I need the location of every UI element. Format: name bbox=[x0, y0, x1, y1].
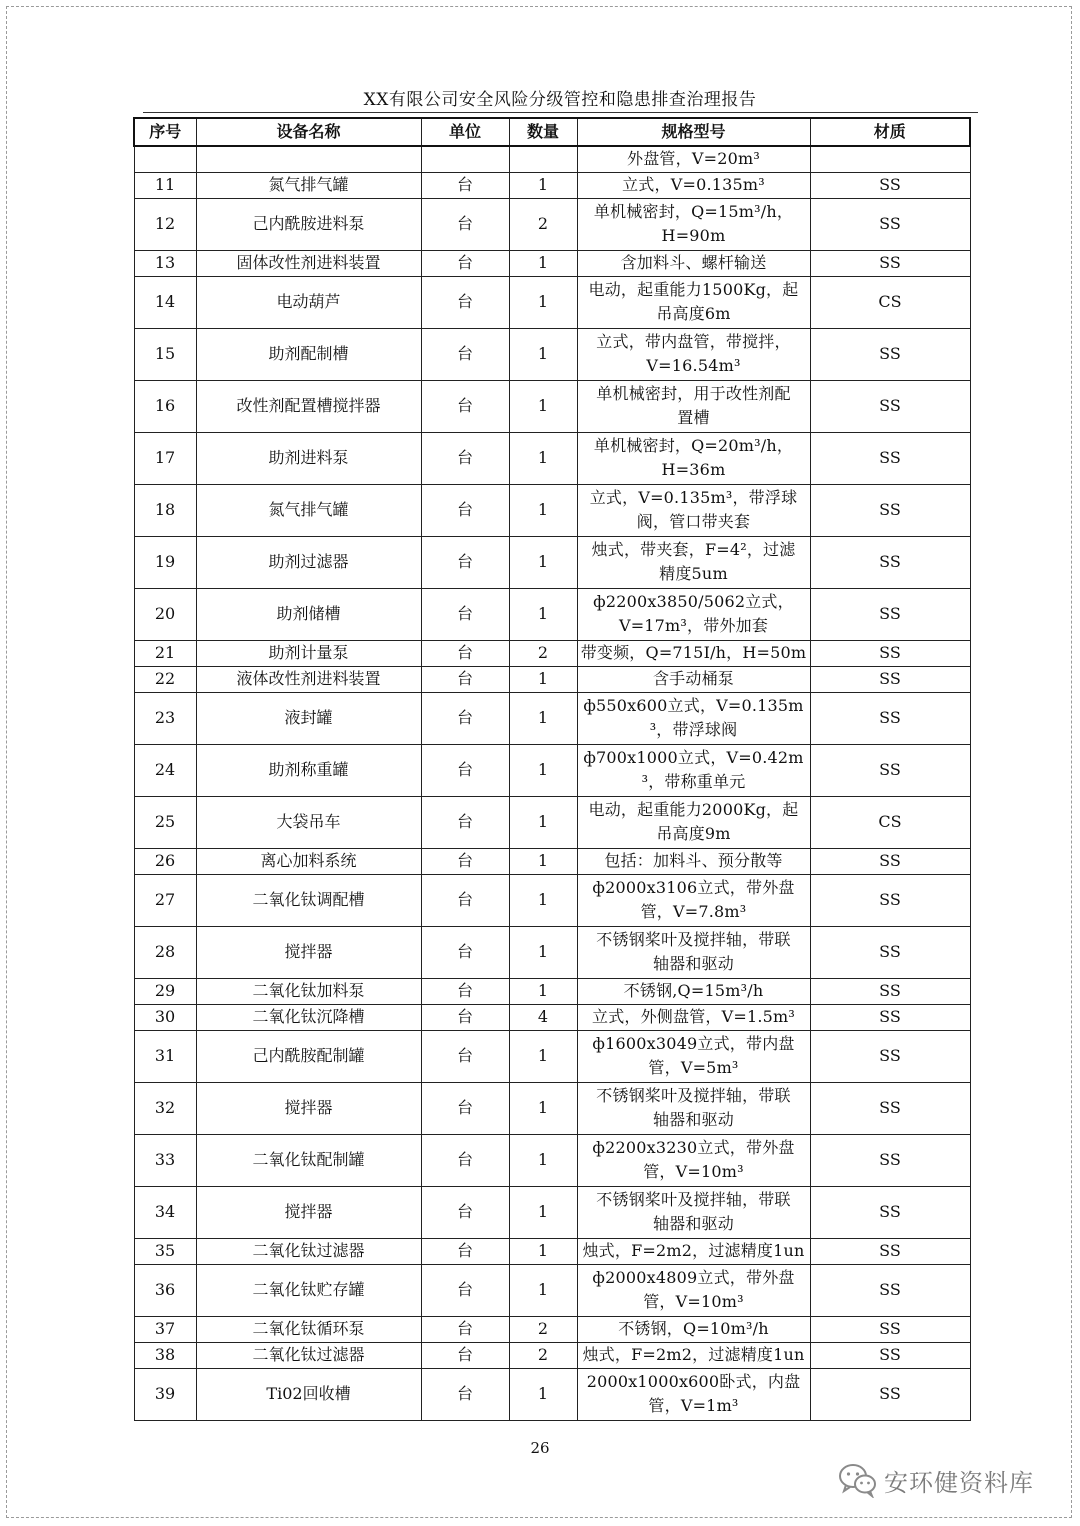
cell-no: 16 bbox=[134, 380, 196, 432]
cell-material: SS bbox=[810, 328, 970, 380]
cell-name: 二氧化钛调配槽 bbox=[196, 874, 421, 926]
table-row bbox=[134, 1186, 970, 1238]
cell-qty: 1 bbox=[509, 848, 577, 874]
cell-name: 离心加料系统 bbox=[196, 848, 421, 874]
col-header-spec: 规格型号 bbox=[577, 118, 810, 146]
spec-line: 置槽 bbox=[677, 408, 710, 427]
cell-no: 19 bbox=[134, 536, 196, 588]
cell-spec bbox=[577, 588, 810, 640]
cell-name: Ti02回收槽 bbox=[196, 1368, 421, 1420]
col-header-unit: 单位 bbox=[421, 118, 509, 146]
cell-material: SS bbox=[810, 1186, 970, 1238]
cell-material: SS bbox=[810, 874, 970, 926]
cell-spec bbox=[577, 1316, 810, 1342]
cell-no: 28 bbox=[134, 926, 196, 978]
spec-line: ф2000x3106立式，带外盘 bbox=[592, 878, 795, 897]
cell-qty: 1 bbox=[509, 1264, 577, 1316]
cell-material: SS bbox=[810, 848, 970, 874]
cell-qty: 1 bbox=[509, 536, 577, 588]
cell-spec bbox=[577, 1368, 810, 1420]
cell-spec bbox=[577, 978, 810, 1004]
spec-line: 不锈钢桨叶及搅拌轴，带联 bbox=[596, 930, 791, 949]
cell-name: 助剂过滤器 bbox=[196, 536, 421, 588]
report-title: XX有限公司安全风险分级管控和隐患排查治理报告 bbox=[363, 90, 757, 110]
cell-qty: 1 bbox=[509, 1368, 577, 1420]
table-row bbox=[134, 692, 970, 744]
cell-qty: 1 bbox=[509, 380, 577, 432]
cell-name: 大袋吊车 bbox=[196, 796, 421, 848]
cell-material: SS bbox=[810, 1004, 970, 1030]
spec-line: ф1600x3049立式，带内盘 bbox=[592, 1034, 795, 1053]
spec-line: 轴器和驱动 bbox=[652, 1214, 734, 1233]
cell-material: SS bbox=[810, 1316, 970, 1342]
cell-unit: 台 bbox=[421, 380, 509, 432]
cell-unit: 台 bbox=[421, 1082, 509, 1134]
cell-qty: 1 bbox=[509, 1134, 577, 1186]
table-row bbox=[134, 926, 970, 978]
cell-spec bbox=[577, 1030, 810, 1082]
table-row bbox=[134, 276, 970, 328]
cell-material: SS bbox=[810, 640, 970, 666]
spec-line: ф2200x3850/5062立式， bbox=[593, 592, 794, 611]
spec-line: 不锈钢,Q=15m³/h bbox=[623, 981, 764, 1000]
cell-no: 36 bbox=[134, 1264, 196, 1316]
spec-line: ф700x1000立式，V=0.42m bbox=[583, 748, 804, 767]
cell-material: SS bbox=[810, 1342, 970, 1368]
table-row bbox=[134, 848, 970, 874]
cell-name: 搅拌器 bbox=[196, 1082, 421, 1134]
cell-spec bbox=[577, 198, 810, 250]
cell-unit: 台 bbox=[421, 640, 509, 666]
table-row bbox=[134, 588, 970, 640]
cell-no: 34 bbox=[134, 1186, 196, 1238]
cell-no: 25 bbox=[134, 796, 196, 848]
cell-no: 26 bbox=[134, 848, 196, 874]
cell-spec bbox=[577, 926, 810, 978]
cell-qty: 1 bbox=[509, 1030, 577, 1082]
table-body bbox=[134, 146, 970, 1420]
cell-unit: 台 bbox=[421, 1238, 509, 1264]
table-row bbox=[134, 328, 970, 380]
table-row bbox=[134, 146, 970, 172]
cell-qty: 1 bbox=[509, 484, 577, 536]
cell-name: 液体改性剂进料装置 bbox=[196, 666, 421, 692]
cell-material: SS bbox=[810, 1134, 970, 1186]
cell-unit: 台 bbox=[421, 172, 509, 198]
cell-no: 21 bbox=[134, 640, 196, 666]
cell-spec bbox=[577, 484, 810, 536]
table-row bbox=[134, 978, 970, 1004]
cell-no: 17 bbox=[134, 432, 196, 484]
cell-qty: 1 bbox=[509, 666, 577, 692]
table-row bbox=[134, 536, 970, 588]
cell-name: 助剂储槽 bbox=[196, 588, 421, 640]
table-row bbox=[134, 172, 970, 198]
spec-line: 烛式，F=2m2，过滤精度1un bbox=[582, 1241, 805, 1260]
spec-line: ³，带称重单元 bbox=[641, 772, 746, 791]
cell-spec bbox=[577, 1186, 810, 1238]
cell-qty: 1 bbox=[509, 926, 577, 978]
col-header-material: 材质 bbox=[810, 118, 970, 146]
cell-name: 氮气排气罐 bbox=[196, 484, 421, 536]
cell-name: 二氧化钛过滤器 bbox=[196, 1238, 421, 1264]
cell-qty: 2 bbox=[509, 640, 577, 666]
cell-spec bbox=[577, 848, 810, 874]
cell-qty: 1 bbox=[509, 1082, 577, 1134]
cell-unit: 台 bbox=[421, 1134, 509, 1186]
spec-line: 含手动桶泵 bbox=[652, 669, 734, 688]
cell-qty: 1 bbox=[509, 796, 577, 848]
spec-line: 管，V=7.8m³ bbox=[640, 902, 747, 921]
spec-line: 吊高度9m bbox=[656, 824, 731, 843]
cell-name: 电动葫芦 bbox=[196, 276, 421, 328]
cell-material: SS bbox=[810, 432, 970, 484]
cell-spec bbox=[577, 1264, 810, 1316]
cell-material: SS bbox=[810, 666, 970, 692]
spec-line: H=90m bbox=[661, 226, 726, 245]
table-row bbox=[134, 484, 970, 536]
page-number: 26 bbox=[530, 1439, 550, 1457]
spec-line: 管，V=10m³ bbox=[643, 1162, 744, 1181]
table-row bbox=[134, 1004, 970, 1030]
cell-qty: 2 bbox=[509, 1342, 577, 1368]
cell-spec bbox=[577, 1134, 810, 1186]
col-header-name: 设备名称 bbox=[196, 118, 421, 146]
table-row bbox=[134, 1030, 970, 1082]
cell-name: 固体改性剂进料装置 bbox=[196, 250, 421, 276]
wechat-icon bbox=[838, 1462, 878, 1498]
cell-name: 己内酰胺进料泵 bbox=[196, 198, 421, 250]
cell-unit: 台 bbox=[421, 198, 509, 250]
cell-material: SS bbox=[810, 1238, 970, 1264]
spec-line: H=36m bbox=[661, 460, 726, 479]
spec-line: 不锈钢，Q=10m³/h bbox=[618, 1319, 769, 1338]
table-row bbox=[134, 1342, 970, 1368]
cell-spec bbox=[577, 250, 810, 276]
cell-unit: 台 bbox=[421, 1316, 509, 1342]
cell-no: 33 bbox=[134, 1134, 196, 1186]
cell-qty: 1 bbox=[509, 692, 577, 744]
spec-line: ³，带浮球阀 bbox=[649, 720, 738, 739]
cell-unit bbox=[421, 146, 509, 172]
col-header-qty: 数量 bbox=[509, 118, 577, 146]
cell-material: SS bbox=[810, 250, 970, 276]
cell-qty: 1 bbox=[509, 1186, 577, 1238]
cell-no: 11 bbox=[134, 172, 196, 198]
cell-no: 27 bbox=[134, 874, 196, 926]
cell-qty: 1 bbox=[509, 328, 577, 380]
cell-unit: 台 bbox=[421, 536, 509, 588]
cell-unit: 台 bbox=[421, 796, 509, 848]
cell-name: 二氧化钛沉降槽 bbox=[196, 1004, 421, 1030]
cell-spec bbox=[577, 874, 810, 926]
cell-name: 助剂计量泵 bbox=[196, 640, 421, 666]
cell-no: 38 bbox=[134, 1342, 196, 1368]
table-row bbox=[134, 666, 970, 692]
cell-material: SS bbox=[810, 1368, 970, 1420]
cell-material: SS bbox=[810, 1030, 970, 1082]
table-row bbox=[134, 744, 970, 796]
table-row bbox=[134, 380, 970, 432]
cell-material: SS bbox=[810, 744, 970, 796]
cell-spec bbox=[577, 146, 810, 172]
cell-spec bbox=[577, 172, 810, 198]
cell-material: SS bbox=[810, 380, 970, 432]
header-rule bbox=[143, 112, 978, 113]
cell-name: 二氧化钛配制罐 bbox=[196, 1134, 421, 1186]
cell-no: 15 bbox=[134, 328, 196, 380]
spec-line: 带变频，Q=715I/h，H=50m bbox=[580, 643, 807, 662]
cell-spec bbox=[577, 1238, 810, 1264]
cell-no: 29 bbox=[134, 978, 196, 1004]
cell-no: 14 bbox=[134, 276, 196, 328]
cell-unit: 台 bbox=[421, 926, 509, 978]
spec-line: 单机械密封，Q=15m³/h， bbox=[593, 202, 794, 221]
cell-spec bbox=[577, 1342, 810, 1368]
cell-material: SS bbox=[810, 926, 970, 978]
cell-no: 39 bbox=[134, 1368, 196, 1420]
cell-name: 搅拌器 bbox=[196, 1186, 421, 1238]
cell-qty: 1 bbox=[509, 978, 577, 1004]
cell-spec bbox=[577, 432, 810, 484]
cell-unit: 台 bbox=[421, 588, 509, 640]
table-row bbox=[134, 1368, 970, 1420]
cell-spec bbox=[577, 1082, 810, 1134]
spec-line: 2000x1000x600卧式，内盘 bbox=[586, 1372, 801, 1391]
cell-qty: 2 bbox=[509, 1316, 577, 1342]
spec-line: 轴器和驱动 bbox=[652, 954, 734, 973]
cell-no: 18 bbox=[134, 484, 196, 536]
watermark bbox=[838, 1460, 1058, 1500]
cell-material: CS bbox=[810, 796, 970, 848]
cell-no: 22 bbox=[134, 666, 196, 692]
cell-material: SS bbox=[810, 588, 970, 640]
spec-line: 吊高度6m bbox=[656, 304, 731, 323]
table-row bbox=[134, 250, 970, 276]
spec-line: 立式，外侧盘管，V=1.5m³ bbox=[592, 1007, 795, 1026]
spec-line: 管，V=5m³ bbox=[648, 1058, 739, 1077]
cell-unit: 台 bbox=[421, 1342, 509, 1368]
table-row bbox=[134, 1238, 970, 1264]
table-row bbox=[134, 796, 970, 848]
cell-unit: 台 bbox=[421, 692, 509, 744]
cell-no: 23 bbox=[134, 692, 196, 744]
cell-unit: 台 bbox=[421, 432, 509, 484]
cell-spec bbox=[577, 276, 810, 328]
cell-name: 助剂称重罐 bbox=[196, 744, 421, 796]
cell-qty: 4 bbox=[509, 1004, 577, 1030]
cell-spec bbox=[577, 692, 810, 744]
cell-no: 12 bbox=[134, 198, 196, 250]
table-header-row bbox=[134, 118, 970, 146]
cell-name: 二氧化钛循环泵 bbox=[196, 1316, 421, 1342]
cell-qty: 1 bbox=[509, 744, 577, 796]
cell-no bbox=[134, 146, 196, 172]
table-row bbox=[134, 432, 970, 484]
spec-line: 管，V=1m³ bbox=[648, 1396, 739, 1415]
spec-line: 含加料斗、螺杆输送 bbox=[620, 253, 767, 272]
spec-line: 轴器和驱动 bbox=[652, 1110, 734, 1129]
cell-unit: 台 bbox=[421, 978, 509, 1004]
cell-unit: 台 bbox=[421, 250, 509, 276]
cell-qty: 1 bbox=[509, 172, 577, 198]
cell-spec bbox=[577, 744, 810, 796]
cell-unit: 台 bbox=[421, 484, 509, 536]
table-row bbox=[134, 198, 970, 250]
cell-material: SS bbox=[810, 692, 970, 744]
cell-name: 助剂进料泵 bbox=[196, 432, 421, 484]
cell-qty: 2 bbox=[509, 198, 577, 250]
spec-line: V=16.54m³ bbox=[646, 356, 741, 375]
cell-qty: 1 bbox=[509, 432, 577, 484]
cell-unit: 台 bbox=[421, 1368, 509, 1420]
cell-unit: 台 bbox=[421, 1186, 509, 1238]
cell-no: 35 bbox=[134, 1238, 196, 1264]
spec-line: 单机械密封，Q=20m³/h， bbox=[593, 436, 794, 455]
spec-line: 精度5um bbox=[659, 564, 728, 583]
table-row bbox=[134, 1316, 970, 1342]
cell-material: SS bbox=[810, 198, 970, 250]
cell-unit: 台 bbox=[421, 874, 509, 926]
cell-qty: 1 bbox=[509, 588, 577, 640]
cell-spec bbox=[577, 1004, 810, 1030]
cell-name: 改性剂配置槽搅拌器 bbox=[196, 380, 421, 432]
watermark-text: 安环健资料库 bbox=[884, 1468, 1034, 1497]
cell-spec bbox=[577, 380, 810, 432]
cell-name bbox=[196, 146, 421, 172]
col-header-no: 序号 bbox=[134, 118, 196, 146]
cell-material bbox=[810, 146, 970, 172]
spec-line: 立式，带内盘管，带搅拌， bbox=[596, 332, 791, 351]
cell-qty bbox=[509, 146, 577, 172]
spec-line: ф2200x3230立式，带外盘 bbox=[592, 1138, 795, 1157]
spec-line: 烛式，F=2m2，过滤精度1un bbox=[582, 1345, 805, 1364]
cell-spec bbox=[577, 796, 810, 848]
spec-line: 阀，管口带夹套 bbox=[636, 512, 751, 531]
spec-line: 电动，起重能力1500Kg，起 bbox=[588, 280, 799, 299]
spec-line: 不锈钢桨叶及搅拌轴，带联 bbox=[596, 1086, 791, 1105]
cell-spec bbox=[577, 666, 810, 692]
cell-material: SS bbox=[810, 978, 970, 1004]
table-row bbox=[134, 874, 970, 926]
spec-line: ф2000x4809立式，带外盘 bbox=[592, 1268, 795, 1287]
spec-line: V=17m³，带外加套 bbox=[618, 616, 769, 635]
cell-name: 二氧化钛贮存罐 bbox=[196, 1264, 421, 1316]
cell-no: 20 bbox=[134, 588, 196, 640]
equipment-table bbox=[133, 117, 971, 1421]
cell-name: 二氧化钛加料泵 bbox=[196, 978, 421, 1004]
cell-name: 己内酰胺配制罐 bbox=[196, 1030, 421, 1082]
spec-line: ф550x600立式，V=0.135m bbox=[583, 696, 804, 715]
cell-unit: 台 bbox=[421, 328, 509, 380]
cell-qty: 1 bbox=[509, 874, 577, 926]
cell-unit: 台 bbox=[421, 666, 509, 692]
cell-material: SS bbox=[810, 484, 970, 536]
table-row bbox=[134, 1134, 970, 1186]
cell-no: 31 bbox=[134, 1030, 196, 1082]
cell-unit: 台 bbox=[421, 744, 509, 796]
cell-name: 氮气排气罐 bbox=[196, 172, 421, 198]
cell-material: SS bbox=[810, 172, 970, 198]
spec-line: 电动，起重能力2000Kg，起 bbox=[588, 800, 799, 819]
cell-unit: 台 bbox=[421, 1264, 509, 1316]
cell-no: 37 bbox=[134, 1316, 196, 1342]
cell-unit: 台 bbox=[421, 1004, 509, 1030]
cell-name: 二氧化钛过滤器 bbox=[196, 1342, 421, 1368]
spec-line: 立式，V=0.135m³ bbox=[622, 175, 765, 194]
cell-name: 液封罐 bbox=[196, 692, 421, 744]
spec-line: 包括：加料斗、预分散等 bbox=[604, 851, 783, 870]
cell-material: SS bbox=[810, 1264, 970, 1316]
spec-line: 单机械密封，用于改性剂配 bbox=[596, 384, 791, 403]
cell-spec bbox=[577, 328, 810, 380]
spec-line: 不锈钢桨叶及搅拌轴，带联 bbox=[596, 1190, 791, 1209]
spec-line: 立式，V=0.135m³，带浮球 bbox=[589, 488, 798, 507]
spec-line: 外盘管，V=20m³ bbox=[627, 149, 760, 169]
cell-unit: 台 bbox=[421, 1030, 509, 1082]
spec-line: 烛式，带夹套，F=4²，过滤 bbox=[591, 540, 796, 559]
cell-material: CS bbox=[810, 276, 970, 328]
cell-name: 助剂配制槽 bbox=[196, 328, 421, 380]
table-row bbox=[134, 1082, 970, 1134]
cell-no: 32 bbox=[134, 1082, 196, 1134]
cell-material: SS bbox=[810, 1082, 970, 1134]
cell-unit: 台 bbox=[421, 276, 509, 328]
table-row bbox=[134, 640, 970, 666]
cell-qty: 1 bbox=[509, 1238, 577, 1264]
cell-unit: 台 bbox=[421, 848, 509, 874]
cell-spec bbox=[577, 536, 810, 588]
cell-qty: 1 bbox=[509, 276, 577, 328]
cell-name: 搅拌器 bbox=[196, 926, 421, 978]
cell-spec bbox=[577, 640, 810, 666]
cell-no: 13 bbox=[134, 250, 196, 276]
cell-no: 30 bbox=[134, 1004, 196, 1030]
cell-no: 24 bbox=[134, 744, 196, 796]
spec-line: 管，V=10m³ bbox=[643, 1292, 744, 1311]
table-row bbox=[134, 1264, 970, 1316]
cell-material: SS bbox=[810, 536, 970, 588]
cell-qty: 1 bbox=[509, 250, 577, 276]
